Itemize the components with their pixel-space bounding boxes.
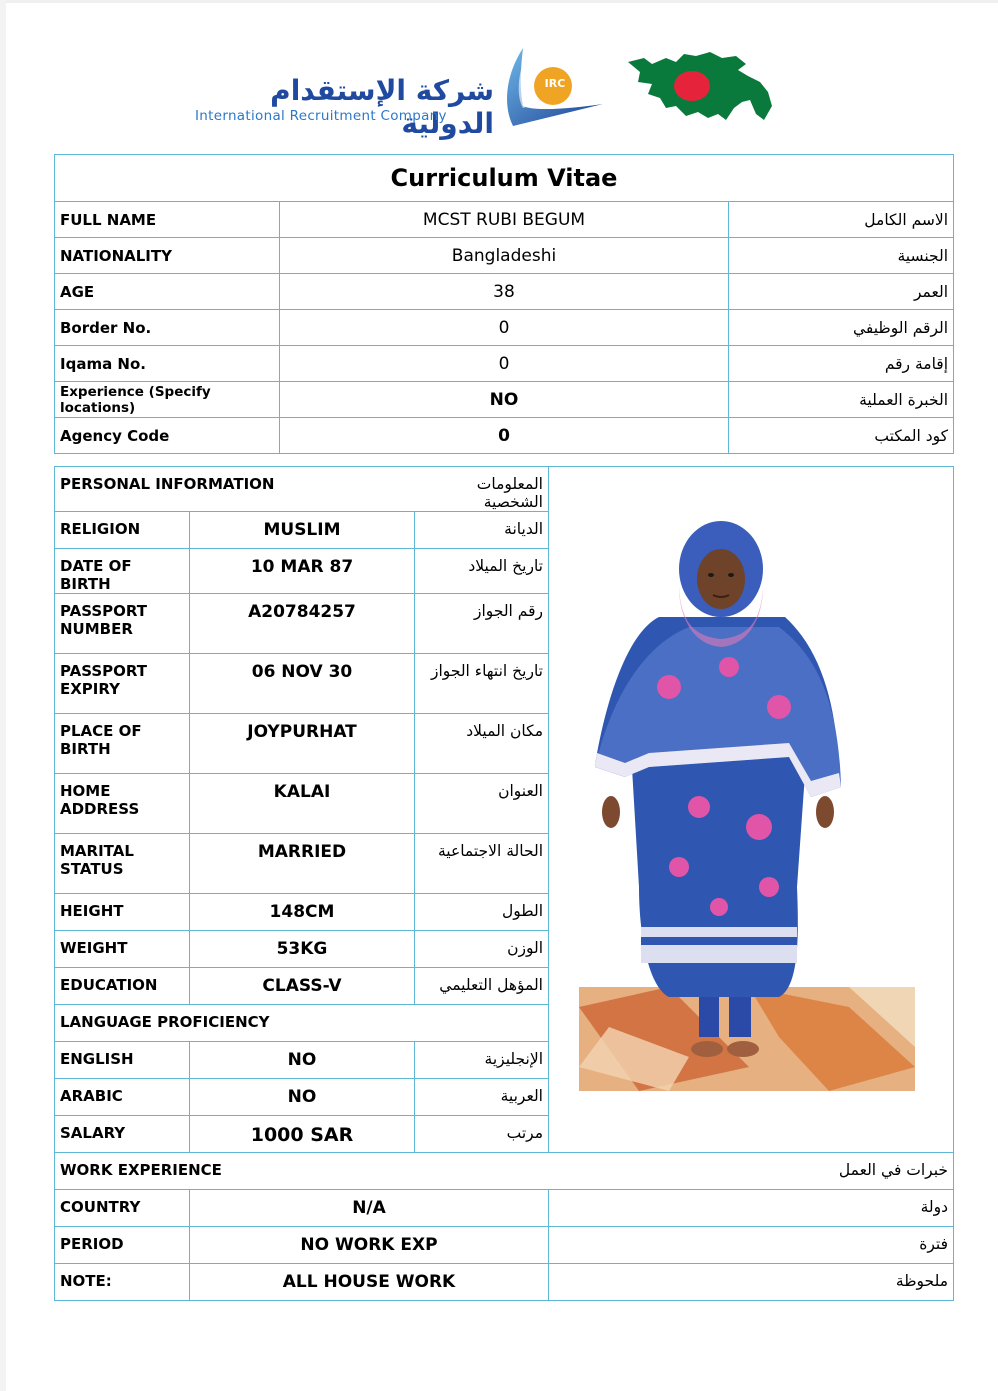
page-edge-left	[0, 0, 6, 1391]
row-label-ar: مرتب	[415, 1116, 549, 1153]
section-title-en: PERSONAL INFORMATION	[55, 467, 415, 512]
row-label-ar: الجنسية	[729, 238, 954, 274]
cv-personal-table	[54, 466, 954, 1301]
row-label-en: WEIGHT	[55, 931, 190, 968]
row-value: Bangladeshi	[280, 238, 729, 274]
row-label-en: COUNTRY	[55, 1190, 190, 1227]
row-label-ar: الإنجليزية	[415, 1042, 549, 1079]
row-label-en: Iqama No.	[55, 346, 280, 382]
row-value: 38	[280, 274, 729, 310]
row-label-ar: الرقم الوظيفي	[729, 310, 954, 346]
section-title-ar: المعلومات الشخصية	[415, 467, 549, 512]
page-edge-top	[0, 0, 998, 3]
cv-summary-table	[54, 154, 954, 454]
row-label-ar: الحالة الاجتماعية	[415, 834, 549, 894]
row-label-en: DATE OF BIRTH	[55, 549, 190, 594]
company-logo	[190, 44, 610, 140]
section-title-ar: خبرات في العمل	[415, 1153, 954, 1190]
table-row	[55, 346, 954, 382]
row-value: MUSLIM	[190, 512, 415, 549]
row-label-ar: إقامة رقم	[729, 346, 954, 382]
row-label-en: HOME ADDRESS	[55, 774, 190, 834]
table-row	[55, 310, 954, 346]
row-label-ar: الطول	[415, 894, 549, 931]
row-label-en: NOTE:	[55, 1264, 190, 1301]
table-row	[55, 1264, 954, 1301]
table-row	[55, 418, 954, 454]
row-label-ar: تاريخ الميلاد	[415, 549, 549, 594]
row-label-en: EDUCATION	[55, 968, 190, 1005]
row-value: N/A	[190, 1190, 549, 1227]
row-label-en: Experience (Specify locations)	[55, 382, 280, 418]
row-label-en: ENGLISH	[55, 1042, 190, 1079]
row-label-ar: ملحوظة	[549, 1264, 954, 1301]
row-label-ar: دولة	[549, 1190, 954, 1227]
row-label-ar: كود المكتب	[729, 418, 954, 454]
salary-value: 1000 SAR	[190, 1116, 415, 1153]
row-label-ar: الديانة	[415, 512, 549, 549]
row-value: 148CM	[190, 894, 415, 931]
company-name-english: International Recruitment Company	[195, 108, 447, 124]
row-label-ar: الخبرة العملية	[729, 382, 954, 418]
row-label-ar: العنوان	[415, 774, 549, 834]
row-label-en: NATIONALITY	[55, 238, 280, 274]
row-label-ar: العمر	[729, 274, 954, 310]
row-label-ar: العربية	[415, 1079, 549, 1116]
row-value: 06 NOV 30	[190, 654, 415, 714]
table-row	[55, 202, 954, 238]
row-label-en: PASSPORT EXPIRY	[55, 654, 190, 714]
row-value: KALAI	[190, 774, 415, 834]
row-label-en: FULL NAME	[55, 202, 280, 238]
row-value: NO	[190, 1079, 415, 1116]
table-row	[55, 238, 954, 274]
photo-cell	[549, 467, 954, 1153]
row-label-en: HEIGHT	[55, 894, 190, 931]
table-row	[55, 274, 954, 310]
row-value: MCST RUBI BEGUM	[280, 202, 729, 238]
row-value: 0	[280, 310, 729, 346]
row-label-en: PASSPORT NUMBER	[55, 594, 190, 654]
row-label-en: SALARY	[55, 1116, 190, 1153]
row-value: 0	[280, 418, 729, 454]
row-value: 0	[280, 346, 729, 382]
candidate-photo	[549, 467, 953, 1117]
row-value: NO WORK EXP	[190, 1227, 549, 1264]
row-value: 10 MAR 87	[190, 549, 415, 594]
row-value: JOYPURHAT	[190, 714, 415, 774]
table-row	[55, 382, 954, 418]
cv-title: Curriculum Vitae	[55, 155, 954, 202]
row-label-ar: مكان الميلاد	[415, 714, 549, 774]
table-row	[55, 1227, 954, 1264]
section-title-en: WORK EXPERIENCE	[55, 1153, 415, 1190]
bangladesh-flag-map-icon	[626, 48, 774, 124]
row-value: MARRIED	[190, 834, 415, 894]
row-label-en: RELIGION	[55, 512, 190, 549]
row-label-en: Border No.	[55, 310, 280, 346]
row-label-en: PLACE OF BIRTH	[55, 714, 190, 774]
row-label-ar: تاريخ انتهاء الجواز	[415, 654, 549, 714]
row-value: ALL HOUSE WORK	[190, 1264, 549, 1301]
row-label-ar: الوزن	[415, 931, 549, 968]
row-label-ar: فترة	[549, 1227, 954, 1264]
row-value: NO	[190, 1042, 415, 1079]
row-value: A20784257	[190, 594, 415, 654]
row-label-en: AGE	[55, 274, 280, 310]
logo-badge: IRC	[544, 77, 566, 90]
company-name-arabic: شركة الإستقدام الدولية	[270, 74, 494, 140]
row-value: NO	[280, 382, 729, 418]
section-header-work	[55, 1153, 954, 1190]
row-value: 53KG	[190, 931, 415, 968]
row-label-en: ARABIC	[55, 1079, 190, 1116]
section-title-en: LANGUAGE PROFICIENCY	[55, 1005, 549, 1042]
row-label-en: PERIOD	[55, 1227, 190, 1264]
row-label-en: MARITAL STATUS	[55, 834, 190, 894]
section-header-personal	[55, 467, 954, 512]
table-row	[55, 1190, 954, 1227]
row-value: CLASS-V	[190, 968, 415, 1005]
row-label-ar: المؤهل التعليمي	[415, 968, 549, 1005]
row-label-ar: الاسم الكامل	[729, 202, 954, 238]
row-label-ar: رقم الجواز	[415, 594, 549, 654]
row-label-en: Agency Code	[55, 418, 280, 454]
candidate-photo-image	[549, 467, 953, 1117]
